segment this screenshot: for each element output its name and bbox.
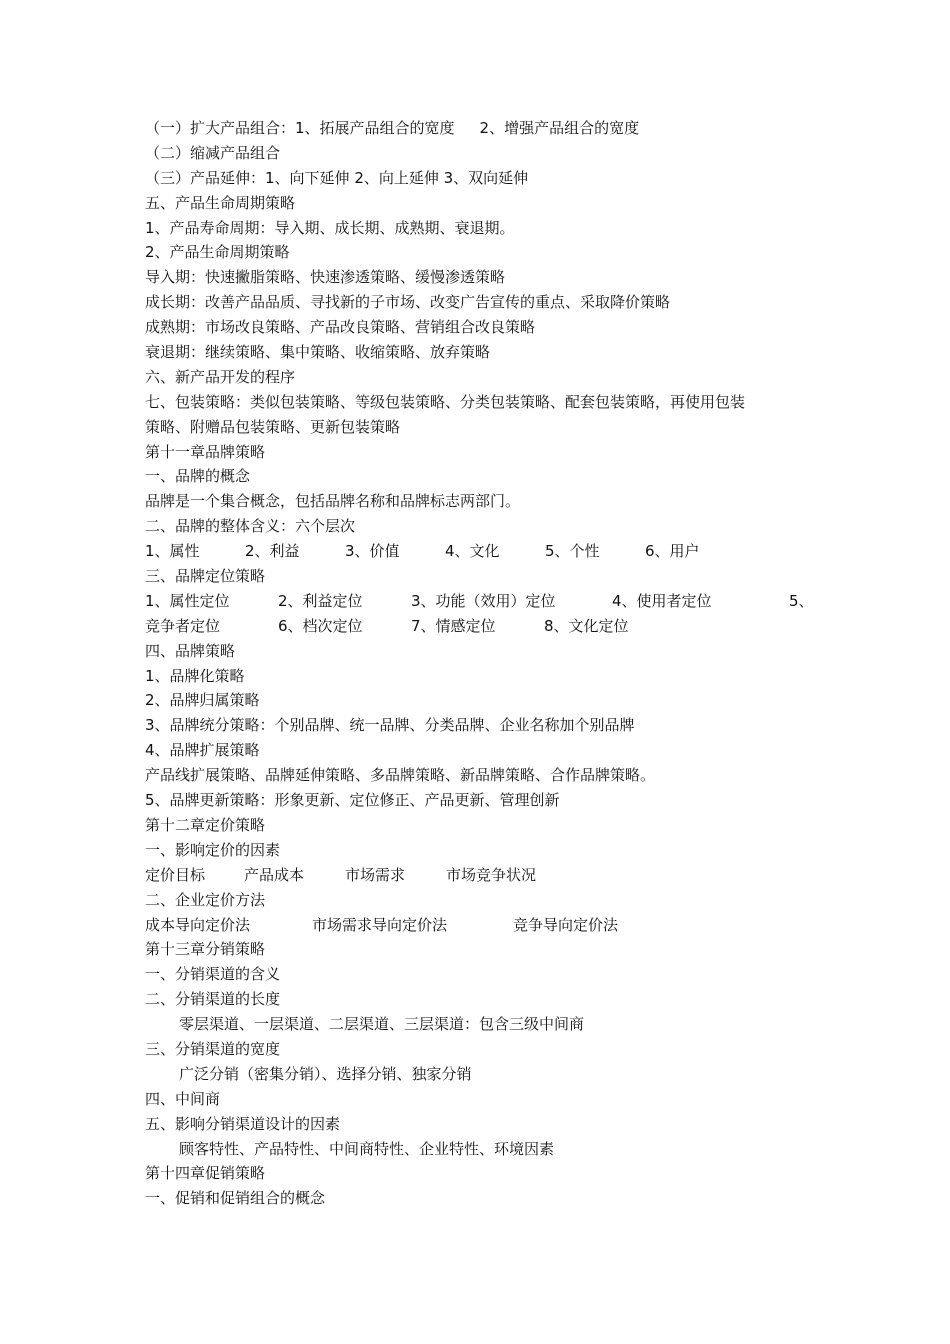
text-line: 导入期：快速撇脂策略、快速渗透策略、缓慢渗透策略 xyxy=(145,268,506,287)
list-item: 市场竞争状况 xyxy=(446,865,537,884)
meaning-items-row xyxy=(145,539,815,564)
list-item: 4、使用者定位 xyxy=(612,591,712,610)
section-heading: 五、影响分销渠道设计的因素 xyxy=(145,1114,341,1133)
list-item: 1、属性 xyxy=(145,542,200,561)
section-heading: 四、品牌策略 xyxy=(145,641,236,660)
section-heading: 二、企业定价方法 xyxy=(145,890,266,909)
list-item: 竞争导向定价法 xyxy=(513,915,619,934)
text-line: 1、品牌化策略 xyxy=(145,666,245,685)
section-heading: 三、品牌定位策略 xyxy=(145,567,266,586)
section-heading: 五、产品生命周期策略 xyxy=(145,193,296,212)
positioning-row xyxy=(145,614,815,639)
list-item: 3、功能（效用）定位 xyxy=(411,591,556,610)
text-line: 2、产品生命周期策略 xyxy=(145,243,290,262)
list-item: 7、情感定位 xyxy=(411,616,496,635)
pricing-methods-row xyxy=(145,913,815,938)
list-item: 6、用户 xyxy=(645,542,700,561)
pricing-factors-row xyxy=(145,863,815,888)
text-line: 顾客特性、产品特性、中间商特性、企业特性、环境因素 xyxy=(179,1139,555,1158)
text-line: （一）扩大产品组合：1、拓展产品组合的宽度 2、增强产品组合的宽度 xyxy=(145,119,640,137)
section-heading: 一、分销渠道的含义 xyxy=(145,965,281,984)
chapter-heading: 第十三章分销策略 xyxy=(145,940,266,959)
section-heading: 二、品牌的整体含义：六个层次 xyxy=(145,517,356,536)
chapter-heading: 第十二章定价策略 xyxy=(145,815,266,834)
text-line: 3、品牌统分策略：个别品牌、统一品牌、分类品牌、企业名称加个别品牌 xyxy=(145,716,635,735)
text-line: 品牌是一个集合概念，包括品牌名称和品牌标志两部门。 xyxy=(145,492,521,511)
text-line: 成熟期：市场改良策略、产品改良策略、营销组合改良策略 xyxy=(145,318,536,337)
section-heading: 二、分销渠道的长度 xyxy=(145,990,281,1009)
section-heading: 六、新产品开发的程序 xyxy=(145,367,296,386)
text-line: 5、品牌更新策略：形象更新、定位修正、产品更新、管理创新 xyxy=(145,791,560,810)
list-item: 市场需求导向定价法 xyxy=(312,915,448,934)
list-item: 产品成本 xyxy=(244,865,305,884)
list-item: 2、利益定位 xyxy=(278,591,363,610)
section-heading: 一、品牌的概念 xyxy=(145,467,251,486)
positioning-row xyxy=(145,589,815,614)
chapter-heading: 第十四章促销策略 xyxy=(145,1164,266,1183)
text-line: 产品线扩展策略、品牌延伸策略、多品牌策略、新品牌策略、合作品牌策略。 xyxy=(145,766,656,785)
section-heading: 一、促销和促销组合的概念 xyxy=(145,1189,326,1208)
text-line: 策略、附赠品包装策略、更新包装策略 xyxy=(145,417,401,436)
text-line: （二）缩减产品组合 xyxy=(145,143,281,162)
text-line: 零层渠道、一层渠道、二层渠道、三层渠道：包含三级中间商 xyxy=(179,1015,585,1034)
list-item: 8、文化定位 xyxy=(544,616,629,635)
text-line: 1、产品寿命周期：导入期、成长期、成熟期、衰退期。 xyxy=(145,218,515,237)
list-item: 1、属性定位 xyxy=(145,591,230,610)
text-line: 4、品牌扩展策略 xyxy=(145,741,260,760)
text-line: （三）产品延伸：1、向下延伸 2、向上延伸 3、双向延伸 xyxy=(145,168,529,187)
text-line: 2、品牌归属策略 xyxy=(145,691,260,710)
section-heading: 四、中间商 xyxy=(145,1089,221,1108)
list-item: 4、文化 xyxy=(445,542,500,561)
section-heading: 三、分销渠道的宽度 xyxy=(145,1039,281,1058)
list-item: 6、档次定位 xyxy=(278,616,363,635)
text-line: 七、包装策略：类似包装策略、等级包装策略、分类包装策略、配套包装策略，再使用包装 xyxy=(145,392,746,411)
list-item: 定价目标 xyxy=(145,865,206,884)
text-line: 成长期：改善产品品质、寻找新的子市场、改变广告宣传的重点、采取降价策略 xyxy=(145,293,671,312)
list-item: 2、利益 xyxy=(245,542,300,561)
list-item: 5、个性 xyxy=(545,542,600,561)
section-heading: 一、影响定价的因素 xyxy=(145,840,281,859)
list-item: 5、 xyxy=(789,591,814,610)
text-line: 衰退期：继续策略、集中策略、收缩策略、放弃策略 xyxy=(145,343,491,362)
text-line: 广泛分销（密集分销）、选择分销、独家分销 xyxy=(179,1064,472,1083)
list-item: 市场需求 xyxy=(345,865,406,884)
chapter-heading: 第十一章品牌策略 xyxy=(145,442,266,461)
list-item: 成本导向定价法 xyxy=(145,915,251,934)
list-item: 竞争者定位 xyxy=(145,616,221,635)
document-body xyxy=(145,116,815,1211)
list-item: 3、价值 xyxy=(345,542,400,561)
